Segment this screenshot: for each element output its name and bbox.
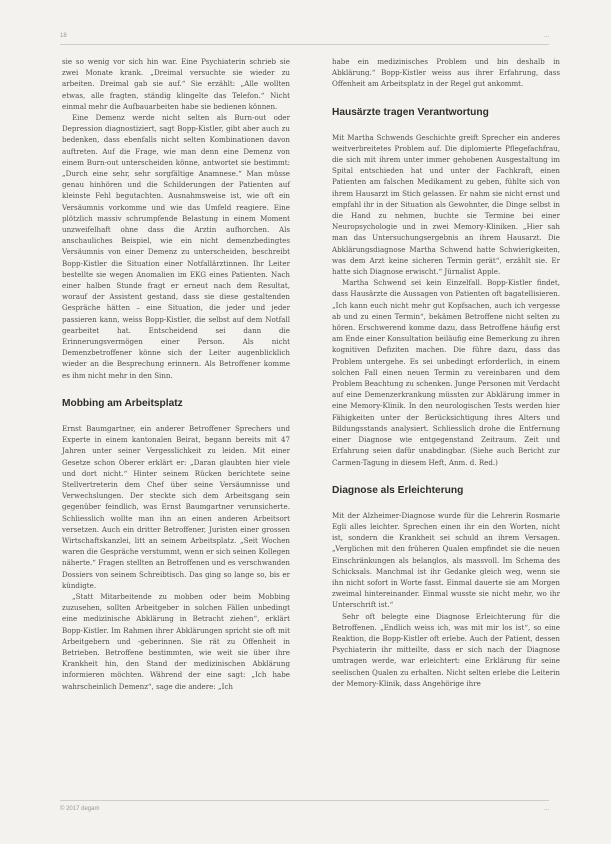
page-number: 18 (60, 33, 67, 39)
section-heading: Mobbing am Arbeitsplatz (62, 397, 183, 409)
paragraph: Mit der Alzheimer-Diagnose wurde für die Lehrerin Rosmarie Egli alles leichter. Sprechen einen ihr ein den Worten, nicht ist, sondern die Krankheit sei schuld an ihrem Versagen. „Verglichen mit den früheren Qualen empfindet sie die neuen Einschränkungen als belanglos, als massvoll. Im Schema des Schicksals. Manchmal ist ihr Gedanke gleich weg, wenn sie ihn nicht sofort in Worte fasst. Einmal dauerte sie am Morgen zweimal hintereinander. Einmal wusste sie nicht mehr, wo ihr Unterschrift ist.“ (332, 510, 560, 610)
section-heading: Hausärzte tragen Verantwortung (332, 106, 489, 118)
paragraph: Eine Demenz werde nicht selten als Burn-out oder Depression diagnostiziert, sagt Bopp-Kistler, gibt aber auch zu bedenken, dass ebenfalls nicht selten Kombinationen davon auftreten. Auf die Frage, wie man denn eine Demenz von einem Burn-out unterscheiden könne, antwortet sie bestimmt: „Durch eine sehr, sehr sorgfältige Anamnese.“ Man müsse genau hinhören und die Schilderungen der Patienten auf kleinste Fehl begutachten. Ausnahmsweise ist, wie oft ein Versäumnis vorkomme und wie das Umfeld reagiere. Eine plötzlich massiv schrumpfende Belastung in einem Moment unzweifelhaft ohne dass die Arztin aufhorchen. Als anschauliches Beispiel, wie ein nicht demenzbedingtes Versäumnis von einer Demenz zu unterscheiden, beschreibt Bopp-Kistler die Situation einer Notfallärztinnen. Ihr Leiter bestellte sie wegen Anomalien im EKG eines Patienten. Nach einer halben Stunde fragt er erneut nach dem Resultat, worauf der Assistent gestand, dass sie diese gestaltenden Gespräche hätten – eine Situation, die jeder und jeder passieren kann, weiss Bopp-Kistler, die selbst auf dem Notfall gearbeitet hat. Entscheidend sei dann die Erinnerungsvermögen einer Person. Als nicht Demenzbetroffener könne sich der Leiter augenblicklich wieder an die Besprechung erinnern. Als Betroffener komme es ihm nicht mehr in den Sinn. (62, 113, 290, 380)
paragraph: Sehr oft belegte eine Diagnose Erleichterung für die Betroffenen. „Endlich weiss ich, was mit mir los ist“, so eine Reaktion, die Bopp-Kistler oft erlebe. Auch der Patient, dessen Psychiaterin ihr mitteilte, dass er sich nach der Diagnose umtragen werde, war erleichtert: eine Erklärung für seine seelischen Qualen zu erhalten. Nicht selten erlebe die Leiterin der Memory-Klinik, dass Angehörige ihre (332, 611, 560, 688)
footer-rule (60, 800, 549, 801)
header-rule (60, 44, 549, 45)
footer-right: ... (543, 806, 549, 812)
left-column (62, 56, 290, 692)
paragraph: Martha Schwend sei kein Einzelfall. Bopp-Kistler findet, dass Hausärzte die Aussagen von Patienten oft bagatellisieren. „Ich kann euch nicht mehr gut Kopfsachen, auch ich vergesse ab und zu einen Termin“, bekämen Betroffene nicht selten zu hören. Erschwerend komme dazu, dass Betroffene häufig erst am Ende einer Konsultation beiläufig eine Bemerkung zu ihren kognitiven Defiziten machen. Die führe dazu, dass das Problem untergehe. Es sei unbedingt erforderlich, in einem solchen Fall einen neuen Termin zu vereinbaren und dem Problem Beachtung zu schenken. Junge Personen mit Verdacht auf eine Demenzerkrankung müssten zur Abklärung immer in eine Memory-Klinik. In den neurologischen Tests werden hier Fähigkeiten unter der Berücksichtigung ihres Alters und Bildungsstands analysiert. Schliesslich drohe die Entfernung einer Diagnose wie entgegenstand Zeitraum. Zeit und Erfahrung seien dafür unabdingbar. (Siehe auch Bericht zur Carmen-Tagung in diesem Heft, Anm. d. Red.) (332, 278, 560, 467)
section-heading: Diagnose als Erleichterung (332, 484, 464, 496)
footer-left: © 2017 degam (60, 806, 100, 812)
running-header: ... (543, 33, 549, 39)
paragraph: Mit Martha Schwends Geschichte greift Sprecher ein anderes weitverbreitetes Problem auf. Die diplomierte Pflegefachfrau, die sich mit ihrem unter immer gehobenen Ausgestaltung im Spital entschieden hat und unter der Fachkraft, einen Patienten am falschen Medikament zu geben, fühlte sich von ihrem Hausarzt im Stich gelassen. Er nahm sie nicht ernst und empfahl ihr in der Situation als Gewohnter, die Dinge selbst in die Hand zu nehmen, buchte sie Termine bei einer Neuropsychologie und in zwei Memory-Kliniken. „Hier sah man das Untersuchungsergebnis an ihrem Hausarzt. Die Abklärungsdiagnose Martha Schwend hatte Schwierigkeiten, was dem Arzt keine sicheren Termin gerät“, erzählt sie. Er hatte sich Diagnose erwischt.“ Jürnalist Apple. (332, 132, 560, 277)
paragraph: habe ein medizinisches Problem und bin deshalb in Abklärung.“ Bopp-Kistler weiss aus ihrer Erfahrung, dass Offenheit am Arbeitsplatz in der Regel gut ankommt. (332, 57, 560, 89)
paragraph: Ernst Baumgartner, ein anderer Betroffener Sprechers und Experte in einem kantonalen Beirat, begann bereits mit 47 Jahren unter seiner Vergesslichkeit zu leiden. Mit einer Gesetze schon Oberer erklärt er: „Daran glaubten hier viele und dort nicht.“ Hinter seinem Rücken berichtete seine Stellvertreterin dem Chef über seine Versäumnisse und Verwechslungen. Der steckte sich dem Arbeitsgang sein gegenüber feindlich, was Ernst Baumgartner verunsicherte. Schliesslich wollte man ihn an einen anderen Arbeitsort versetzen. Auch ein dritter Betroffener, Juristen einer grossen Wirtschaftskanzlei, litt an seinem Arbeitsplatz. „Seit Wochen waren die Gespräche verstummt, wenn er sich seinen Kollegen näherte.“ Fragen stellten an Betroffenen und es verschwanden Dossiers von seinem Schreibtisch. Das ging so lange so, bis er kündigte. (62, 423, 290, 590)
paragraph: „Statt Mitarbeitende zu mobben oder beim Mobbing zuzusehen, sollten Arbeitgeber in solchen Fällen unbedingt eine medizinische Abklärung in Betracht ziehen“, erklärt Bopp-Kistler. Im Rahmen ihrer Abklärungen spricht sie oft mit Arbeitgebern und -geberinnen. Sie rät zu Offenheit in Betrieben. Betroffene bestimmten, wie weit sie über ihre Krankheit hin, den Stand der medizinischen Abklärung informieren möchten. Während der eine sagt: „Ich habe wahrscheinlich Demenz“, sage die andere: „Ich (62, 591, 290, 691)
right-column (332, 56, 560, 689)
paragraph: sie so wenig vor sich hin war. Eine Psychiaterin schrieb sie zwei Monate krank. „Dreimal versuchte sie wieder zu arbeiten. Dreimal gab sie auf.“ Sie erzählt: „Alle wollten etwas, alle fragten, ständig klingelte das Telefon.“ Nicht einmal mehr die Aufbauarbeiten habe sie bedienen können. (62, 57, 290, 111)
